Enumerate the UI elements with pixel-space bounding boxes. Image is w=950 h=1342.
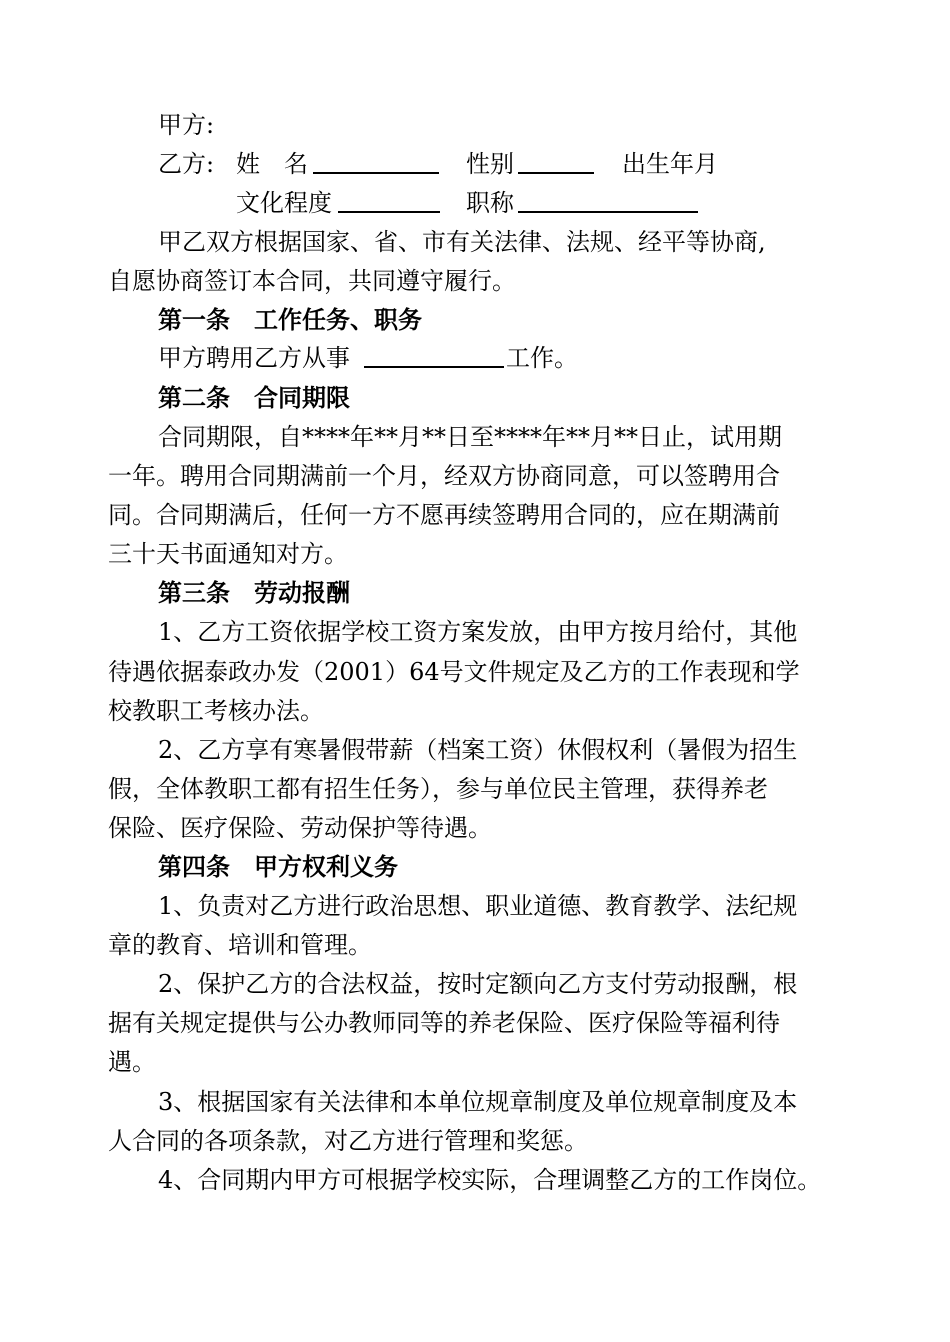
job-blank[interactable] [364,344,504,368]
article-4-line: 1、负责对乙方进行政治思想、职业道德、教育教学、法纪规 [158,892,798,920]
article-2-line: 同。合同期满后，任何一方不愿再续签聘用合同的，应在期满前 [108,501,780,529]
article-4-line: 章的教育、培训和管理。 [108,931,372,959]
article-4-line: 人合同的各项条款，对乙方进行管理和奖惩。 [108,1127,588,1155]
intro-line: 自愿协商签订本合同，共同遵守履行。 [108,267,516,295]
article-3-line: 校教职工考核办法。 [108,697,324,725]
article-4-line: 3、根据国家有关法律和本单位规章制度及单位规章制度及本 [158,1088,798,1116]
article-2-line: 一年。聘用合同期满前一个月，经双方协商同意，可以签聘用合 [108,462,780,490]
article-4-line: 遇。 [108,1048,156,1076]
article-3-line: 1、乙方工资依据学校工资方案发放，由甲方按月给付，其他 [158,618,798,646]
education-blank[interactable] [338,189,440,213]
article-3-line: 2、乙方享有寒暑假带薪（档案工资）休假权利（暑假为招生 [158,736,798,764]
intro-line: 甲乙双方根据国家、省、市有关法律、法规、经平等协商, [158,228,766,256]
education-label: 文化程度 [236,189,332,217]
birth-label: 出生年月 [622,150,718,178]
article-4-heading: 第四条 甲方权利义务 [158,852,398,881]
article-1-text-end: 工作。 [506,344,578,372]
article-4-line: 4、合同期内甲方可根据学校实际，合理调整乙方的工作岗位。 [158,1166,822,1194]
party-b-label: 乙方: [158,150,215,178]
article-3-line: 假，全体教职工都有招生任务），参与单位民主管理，获得养老 [108,775,768,803]
article-1-heading: 第一条 工作任务、职务 [158,305,422,334]
article-4-line: 2、保护乙方的合法权益，按时定额向乙方支付劳动报酬，根 [158,970,798,998]
article-3-line: 待遇依据泰政办发（2001）64号文件规定及乙方的工作表现和学 [108,658,800,686]
article-2-heading: 第二条 合同期限 [158,383,350,412]
article-1-text: 甲方聘用乙方从事 [158,344,350,372]
party-a-label: 甲方: [158,111,215,139]
gender-label: 性别 [466,150,514,178]
article-2-line: 三十天书面通知对方。 [108,540,348,568]
article-4-line: 据有关规定提供与公办教师同等的养老保险、医疗保险等福利待 [108,1009,780,1037]
title-label: 职称 [466,189,514,217]
gender-blank[interactable] [518,150,594,174]
article-3-heading: 第三条 劳动报酬 [158,578,350,607]
name-blank[interactable] [313,150,439,174]
title-blank[interactable] [518,189,698,213]
name-label: 姓 名 [236,150,308,178]
article-2-line: 合同期限，自****年**月**日至****年**月**日止，试用期 [158,423,782,451]
article-3-line: 保险、医疗保险、劳动保护等待遇。 [108,814,492,842]
